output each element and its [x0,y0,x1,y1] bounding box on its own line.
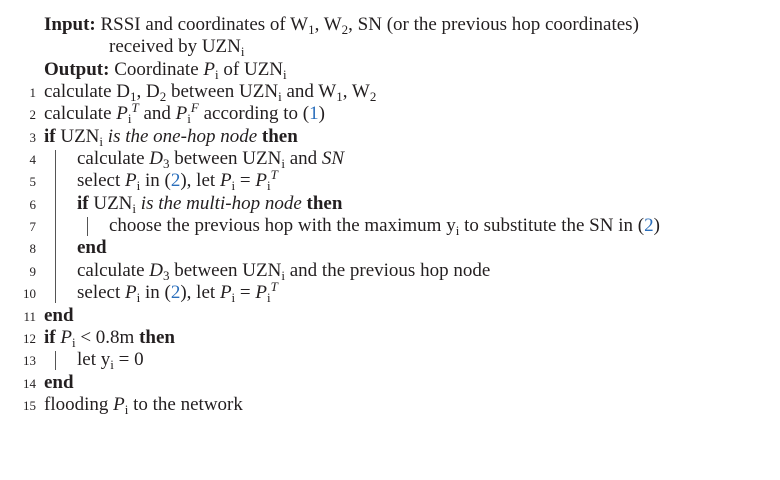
line-number: 1 [29,85,36,100]
line-number: 10 [23,286,36,301]
input-label: Input: [44,14,96,35]
line-number: 7 [29,219,36,234]
equation-ref-2[interactable]: 2 [170,170,181,191]
line-number: 15 [23,398,36,413]
line-number: 12 [23,331,36,346]
line-number: 9 [29,264,36,279]
line-number: 5 [29,174,36,189]
line-number: 8 [29,241,36,256]
block-rule-if-multi-hop [87,217,88,236]
line-number: 13 [23,353,36,368]
input-text-cont: received by $UZN_i$ [109,36,245,59]
block-rule-if-one-hop [55,150,56,303]
equation-ref-2[interactable]: 2 [644,215,654,236]
line-number: 4 [29,152,36,167]
output-label: Output: [44,59,110,80]
block-rule-if-threshold [55,351,56,370]
line-number: 2 [29,107,36,122]
line-number: 6 [29,197,36,212]
input-text: RSSI and coordinates of $W_1$, $W_2$, SN (or the previous hop coordinates) [100,14,639,37]
line-number: 14 [23,376,36,391]
line-number: 3 [29,130,36,145]
equation-ref-1[interactable]: 1 [309,103,319,124]
equation-ref-2[interactable]: 2 [170,282,181,303]
line-number: 11 [23,309,36,324]
